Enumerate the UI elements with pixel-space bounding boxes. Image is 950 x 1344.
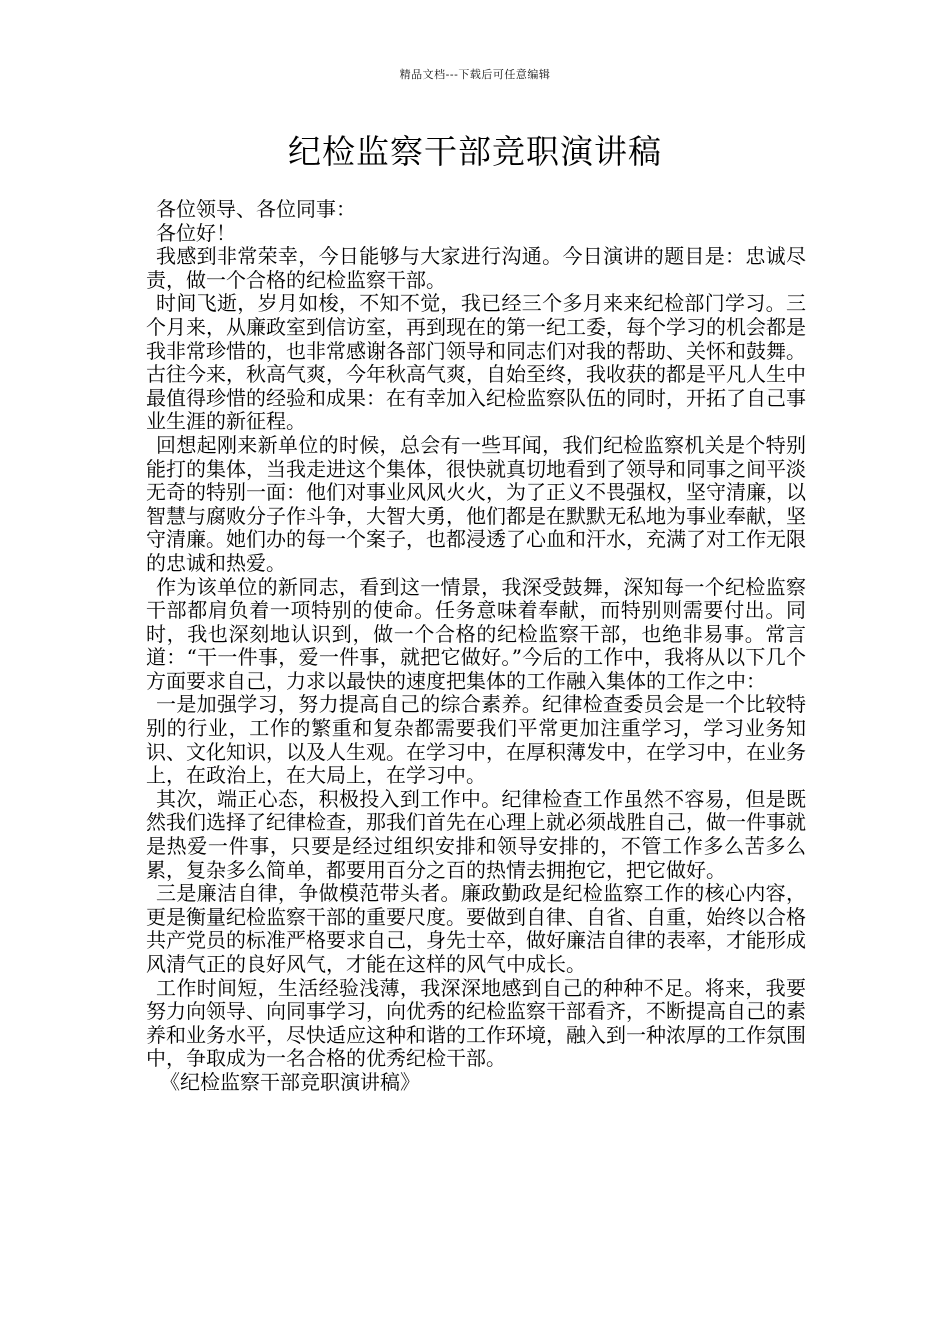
body-paragraph: 一是加强学习，努力提高自己的综合素养。纪律检查委员会是一个比较特别的行业，工作的繁重和复杂都需要我们平常更加注重学习，学习业务知识、文化知识，以及人生观。在学习中，在厚积薄发中，在学习中，在业务上，在政治上，在大局上，在学习中。: [146, 692, 806, 788]
header-note: 精品文档---下载后可任意编辑: [399, 68, 551, 81]
conclusion-paragraph: 工作时间短，生活经验浅薄，我深深地感到自己的种种不足。将来，我要努力向领导、向同事学习，向优秀的纪检监察干部看齐，不断提高自己的素养和业务水平，尽快适应这种和谐的工作环境，融入到一种浓厚的工作氛围中，争取成为一名合格的优秀纪检干部。: [146, 975, 806, 1071]
salutation-paragraph: 各位领导、各位同事：: [156, 197, 356, 221]
document-title: 纪检监察干部竞职演讲稿: [288, 132, 662, 171]
greeting-paragraph: 各位好！: [156, 220, 236, 245]
body-paragraph: 时间飞逝，岁月如梭，不知不觉，我已经三个多月来来纪检部门学习。三个月来，从廉政室到信访室，再到现在的第一纪工委，每个学习的机会都是我非常珍惜的，也非常感谢各部门领导和同志们对我的帮助、关怀和鼓舞。古往今来，秋高气爽，今年秋高气爽，自始至终，我收获的都是平凡人生中最值得珍惜的经验和成果：在有幸加入纪检监察队伍的同时，开拓了自己事业生涯的新征程。: [146, 291, 806, 434]
closing-title: 《纪检监察干部竞职演讲稿》: [160, 1069, 420, 1094]
opening-paragraph: 我感到非常荣幸，今日能够与大家进行沟通。今日演讲的题目是：忠诚尽责，做一个合格的纪检监察干部。: [146, 244, 806, 292]
body-paragraph: 三是廉洁自律，争做模范带头者。廉政勤政是纪检监察工作的核心内容，更是衡量纪检监察干部的重要尺度。要做到自律、自省、自重，始终以合格共产党员的标准严格要求自己，身先士卒，做好廉洁自律的表率，才能形成风清气正的良好风气，才能在这样的风气中成长。: [146, 881, 806, 976]
body-paragraph: 回想起刚来新单位的时候，总会有一些耳闻，我们纪检监察机关是个特别能打的集体，当我走进这个集体，很快就真切地看到了领导和同事之间平淡无奇的特别一面：他们对事业风风火火，为了正义不畏强权，坚守清廉，以智慧与腐败分子作斗争，大智大勇，他们都是在默默无私地为事业奉献，坚守清廉。她们办的每一个案子，也都浸透了心血和汗水，充满了对工作无限的忠诚和热爱。: [146, 432, 806, 575]
body-paragraph: 作为该单位的新同志，看到这一情景，我深受鼓舞，深知每一个纪检监察干部都肩负着一项特别的使命。任务意味着奉献，而特别则需要付出。同时，我也深刻地认识到，做一个合格的纪检监察干部，也绝非易事。常言道：“干一件事，爱一件事，就把它做好。”今后的工作中，我将从以下几个方面要求自己，力求以最快的速度把集体的工作融入集体的工作之中：: [146, 574, 806, 693]
body-paragraph: 其次，端正心态，积极投入到工作中。纪律检查工作虽然不容易，但是既然我们选择了纪律检查，那我们首先在心理上就必须战胜自己，做一件事就是热爱一件事，只要是经过组织安排和领导安排的，不管工作多么苦多么累，复杂多么简单，都要用百分之百的热情去拥抱它，把它做好。: [146, 786, 806, 882]
document-body: [146, 198, 806, 1095]
